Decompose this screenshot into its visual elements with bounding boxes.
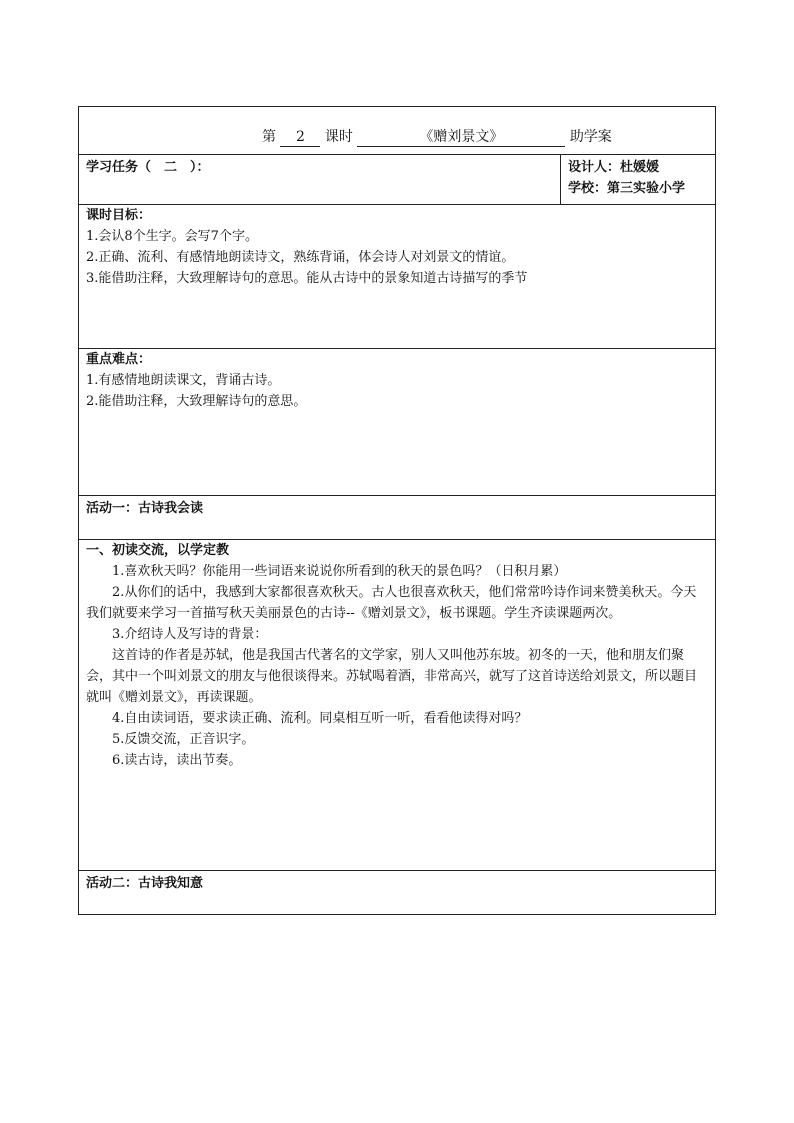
paragraph: 1.喜欢秋天吗？你能用一些词语来说说你所看到的秋天的景色吗？（日积月累） [112,564,567,579]
key-points-cell [79,349,716,496]
key-points-row [79,349,716,496]
lesson-suffix: 课时 [324,129,353,145]
key-points-heading: 重点难点： [86,352,152,367]
goal-item: 1.会认8个生字。会写7个字。 [86,229,258,244]
designer-cell [561,155,716,205]
main-content-cell [79,540,716,871]
title-row [79,107,716,155]
main-content-row [79,540,716,871]
doc-type: 助学案 [569,129,612,145]
lesson-plan-sheet [78,106,715,915]
paragraph: 5.反馈交流，正音识字。 [112,732,255,747]
designer-name: 设计人：杜媛媛 [568,160,660,175]
page-title [262,127,612,148]
paragraph: 4.自由读词语，要求读正确、流利。同桌相互听一听，看看他读得对吗？ [112,711,528,726]
key-point-item: 2.能借助注释，大致理解诗句的意思。 [86,394,307,409]
activity2-title: 活动二：古诗我知意 [86,876,204,891]
activity2-cell [79,871,716,915]
lesson-plan-table [78,106,716,915]
school-name: 学校：第三实验小学 [568,181,686,196]
paragraph: 6.读古诗，读出节奏。 [112,753,242,768]
task-cell [79,155,561,205]
activity1-cell [79,496,716,540]
goals-heading: 课时目标： [86,208,152,223]
goal-item: 2.正确、流利、有感情地朗读诗文，熟练背诵，体会诗人对刘景文的情谊。 [86,250,515,265]
title-cell [79,107,716,155]
paragraph: 3.介绍诗人及写诗的背景： [112,627,268,642]
activity1-row [79,496,716,540]
goals-cell [79,205,716,349]
activity1-title: 活动一：古诗我会读 [86,501,204,516]
lesson-title: 《赠刘景文》 [357,129,565,147]
activity2-row [79,871,716,915]
paragraph: 这首诗的作者是苏轼，他是我国古代著名的文学家，别人又叫他苏东坡。初冬的一天，他和朋友们聚会，其中一个叫刘景文的朋友与他很谈得来。苏轼喝着酒，非常高兴，就写了这首诗送给刘景文，所以题目就叫《赠刘景文》，再读课题。 [86,648,698,705]
title-prefix: 第 [262,129,276,145]
goals-row [79,205,716,349]
task-label: 学习任务（ 二 ）： [86,160,210,175]
goal-item: 3.能借助注释，大致理解诗句的意思。能从古诗中的景象知道古诗描写的季节 [86,271,528,286]
key-point-item: 1.有感情地朗读课文，背诵古诗。 [86,373,281,388]
paragraph: 2.从你们的话中，我感到大家都很喜欢秋天。古人也很喜欢秋天，他们常常吟诗作词来赞美秋天。今天我们就要来学习一首描写秋天美丽景色的古诗--《赠刘景文》，板书课题。学生齐读课题两次。 [86,585,697,621]
task-row [79,155,716,205]
lesson-number: 2 [280,129,320,147]
section-heading: 一、初读交流，以学定教 [86,543,230,558]
